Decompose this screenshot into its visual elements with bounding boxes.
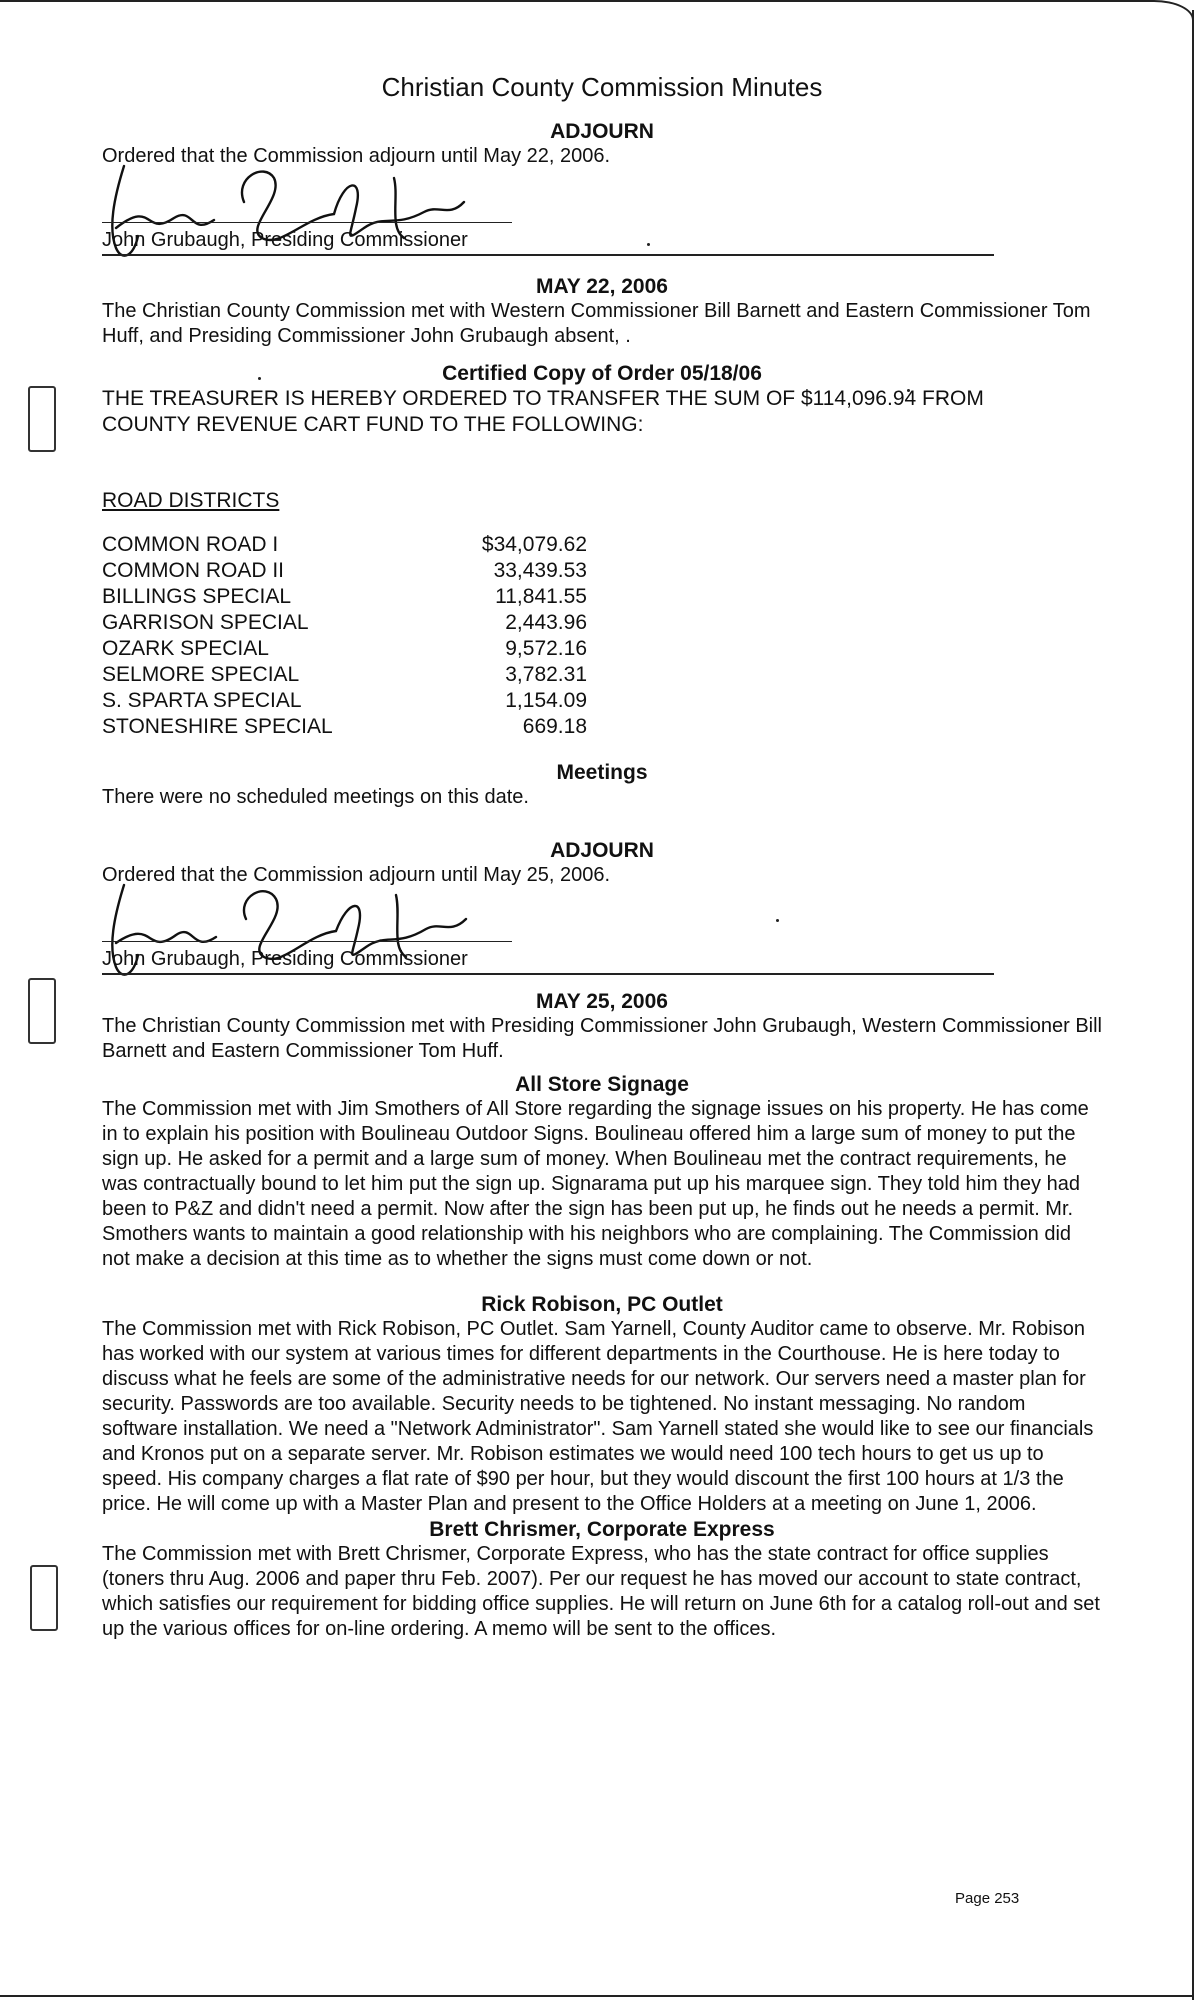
adjourn-heading: ADJOURN <box>550 120 654 143</box>
table-row <box>102 610 587 636</box>
district-amount: 3,782.31 <box>505 663 587 686</box>
road-districts-heading: ROAD DISTRICTS <box>102 489 280 512</box>
table-row <box>102 688 587 714</box>
adjourn-heading: ADJOURN <box>550 839 654 862</box>
page-edge-bottom <box>0 1995 1194 1997</box>
table-row <box>102 714 587 740</box>
district-name: COMMON ROAD I <box>102 533 279 556</box>
district-amount: 9,572.16 <box>505 637 587 660</box>
signature-block <box>102 863 1102 971</box>
table-row <box>102 636 587 662</box>
table-row <box>102 662 587 688</box>
table-row <box>102 532 587 558</box>
table-row <box>102 558 587 584</box>
pc-outlet-text: The Commission met with Rick Robison, PC Outlet. Sam Yarnell, County Auditor came to observe. Mr. Robison has worked with our system at various times for different departments in the Courthouse. He is here today to discuss what he feels are some of the administrative needs for our network. Our servers need a master plan for security. Passwords are too available. Security needs to be tightened. No instant messaging. No random software installation. We need a "Network Administrator". Sam Yarnell stated she would like to see our financials and Kronos put on a separate server. Mr. Robison estimates we would need 100 tech hours to get us up to speed. His company charges a flat rate of $90 per hour, but they would discount the first 100 hours at 1/3 the price. He will come up with a Master Plan and present to the Office Holders at a meeting on June 1, 2006. <box>102 1318 1094 1515</box>
signature-line <box>102 941 512 942</box>
page-edge-top <box>0 0 1150 2</box>
district-amount: 2,443.96 <box>505 611 587 634</box>
signer-name: John Grubaugh, Presiding Commissioner <box>102 948 468 970</box>
minutes-content <box>102 72 1102 1642</box>
document-title: Christian County Commission Minutes <box>381 72 823 102</box>
all-store-heading: All Store Signage <box>515 1073 689 1096</box>
all-store-text: The Commission met with Jim Smothers of All Store regarding the signage issues on his property. He has come in to explain his position with Boulineau Outdoor Signs. Boulineau offered him a large sum of money to put the sign up. He asked for a permit and a large sum of money. When Boulineau met the contract requirements, he was contractually bound to let him put the sign up. Signarama put up his marquee sign. They told him they had been to P&Z and didn't need a permit. Now after the sign has been put up, he finds out he needs a permit. Mr. Smothers wants to maintain a good relationship with his neighbors who are complaining. The Commission did not make a decision at this time as to whether the signs must come down or not. <box>102 1098 1089 1270</box>
page-edge-right <box>1192 10 1194 2000</box>
district-name: STONESHIRE SPECIAL <box>102 715 333 738</box>
meetings-heading: Meetings <box>556 761 648 784</box>
district-amount: $34,079.62 <box>481 533 587 556</box>
page-edge-corner <box>1146 0 1194 24</box>
district-amount: 1,154.09 <box>505 689 587 712</box>
binder-hole <box>30 1565 58 1631</box>
district-name: GARRISON SPECIAL <box>102 611 309 634</box>
signature-block <box>102 144 1102 252</box>
pc-outlet-heading: Rick Robison, PC Outlet <box>481 1293 723 1316</box>
district-name: COMMON ROAD II <box>102 559 284 582</box>
binder-hole <box>28 978 56 1044</box>
table-row <box>102 584 587 610</box>
attendance-text: The Christian County Commission met with Western Commissioner Bill Barnett and Eastern Commissioner Tom Huff, and Presiding Commissioner John Grubaugh absent, . <box>102 300 1091 347</box>
signature-line <box>102 222 512 223</box>
order-heading: Certified Copy of Order 05/18/06 <box>442 362 762 385</box>
date-heading: MAY 25, 2006 <box>536 990 668 1013</box>
meetings-text: There were no scheduled meetings on this date. <box>102 786 529 808</box>
road-districts-table <box>102 532 587 740</box>
section-divider <box>102 254 994 256</box>
district-name: OZARK SPECIAL <box>102 637 269 660</box>
corporate-express-heading: Brett Chrismer, Corporate Express <box>429 1518 775 1541</box>
district-name: BILLINGS SPECIAL <box>102 585 292 608</box>
adjourn-order-text: Ordered that the Commission adjourn until May 22, 2006. <box>102 145 611 167</box>
section-divider <box>102 973 994 975</box>
district-name: SELMORE SPECIAL <box>102 663 300 686</box>
attendance-text: The Christian County Commission met with Presiding Commissioner John Grubaugh, Western Commissioner Bill Barnett and Eastern Commissioner Tom Huff. <box>102 1015 1102 1062</box>
page-number: Page 253 <box>955 1890 1020 1907</box>
order-text: THE TREASURER IS HEREBY ORDERED TO TRANSFER THE SUM OF $114,096.94 FROM COUNTY REVENUE CART FUND TO THE FOLLOWING: <box>102 387 984 436</box>
district-amount: 669.18 <box>522 715 587 738</box>
corporate-express-text: The Commission met with Brett Chrismer, Corporate Express, who has the state contract for office supplies (toners thru Aug. 2006 and paper thru Feb. 2007). Per our request he has moved our account to state contract, which satisfies our requirement for bidding office supplies. He will return on June 6th for a catalog roll-out and set up the various offices for on-line ordering. A memo will be sent to the offices. <box>102 1543 1100 1640</box>
signer-name: John Grubaugh, Presiding Commissioner <box>102 229 468 251</box>
district-name: S. SPARTA SPECIAL <box>102 689 302 712</box>
binder-hole <box>28 386 56 452</box>
district-amount: 33,439.53 <box>493 559 587 582</box>
adjourn-order-text: Ordered that the Commission adjourn until May 25, 2006. <box>102 864 611 886</box>
district-amount: 11,841.55 <box>495 585 587 608</box>
date-heading: MAY 22, 2006 <box>536 275 668 298</box>
